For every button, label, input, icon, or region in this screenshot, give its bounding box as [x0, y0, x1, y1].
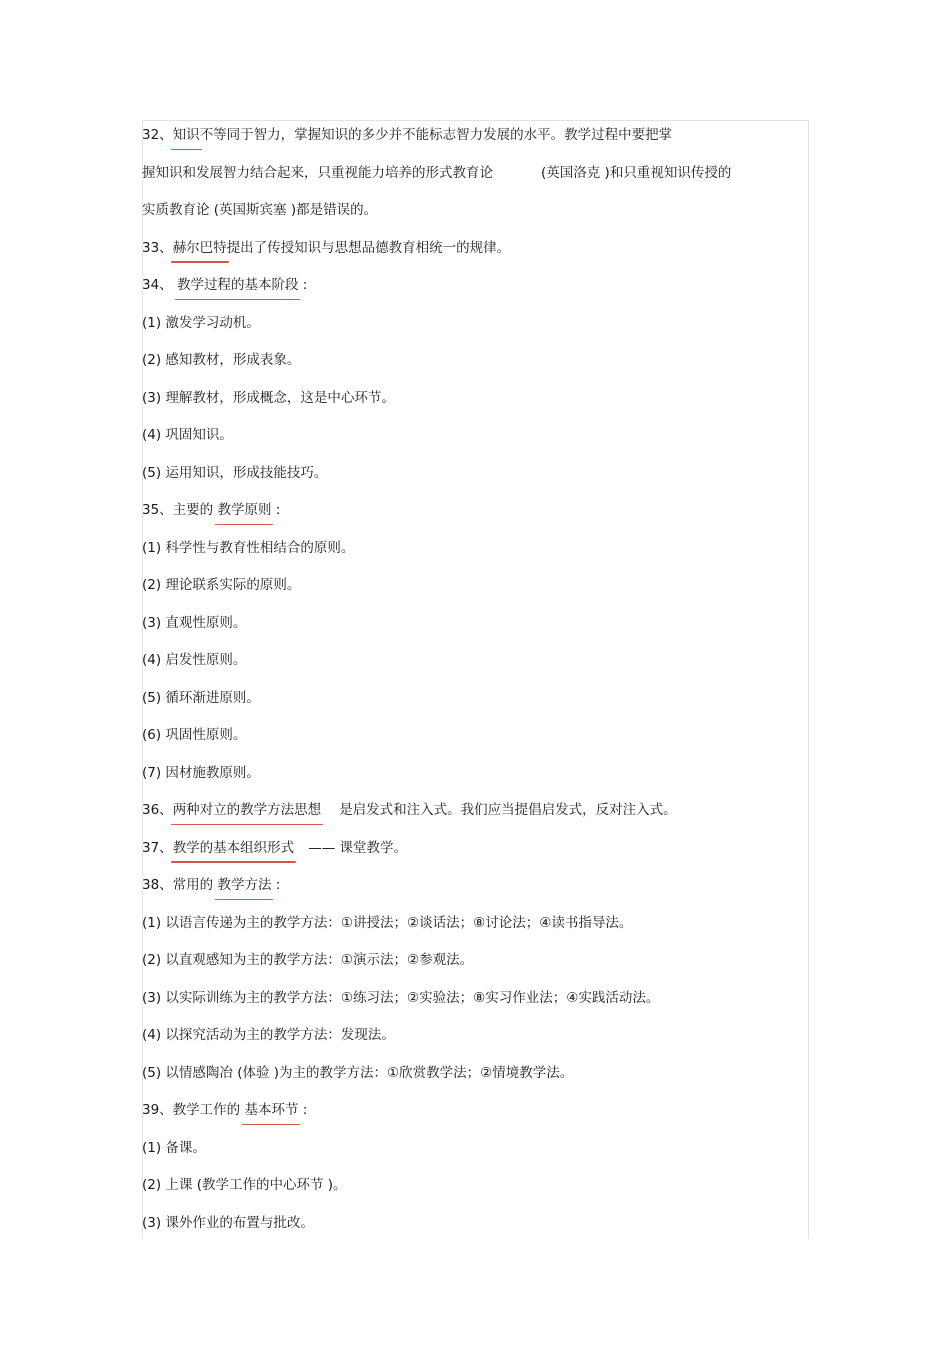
- text-line: [142, 612, 802, 650]
- item-number: 32、: [142, 127, 173, 143]
- text-line: [142, 987, 802, 1025]
- line-text: 实质教育论 (英国斯宾塞 )都是错误的。: [142, 202, 378, 218]
- text-line: [142, 1062, 802, 1100]
- line-text: (英国洛克 )和只重视知识传授的: [541, 164, 732, 181]
- text-line: [142, 949, 802, 987]
- line-text: (1) 科学性与教育性相结合的原则。: [142, 539, 355, 556]
- item-number: 37、: [142, 839, 173, 856]
- line-text: (2) 上课 (教学工作的中心环节 )。: [142, 1177, 347, 1193]
- text-line: [142, 724, 802, 762]
- line-text: (2) 理论联系实际的原则。: [142, 577, 301, 593]
- text-line: [142, 1137, 802, 1175]
- text-line: [142, 387, 802, 425]
- line-text: —— 课堂教学。: [308, 839, 407, 856]
- text-line: [142, 574, 802, 612]
- text-line: [142, 162, 802, 200]
- line-text: :: [298, 277, 308, 293]
- line-text: (3) 以实际训练为主的教学方法：①练习法；②实验法；⑧实习作业法；④实践活动法。: [142, 989, 660, 1006]
- key-term-knowledge: 知识: [173, 124, 200, 146]
- text-line: [142, 874, 802, 912]
- line-text: (5) 运用知识，形成技能技巧。: [142, 464, 328, 481]
- line-text: (1) 备课。: [142, 1139, 206, 1156]
- line-text: (3) 课外作业的布置与批改。: [142, 1214, 314, 1231]
- line-text: (4) 以探究活动为主的教学方法：发现法。: [142, 1027, 395, 1043]
- text-line: [142, 537, 802, 575]
- text-line: [142, 349, 802, 387]
- line-text: 不等同于智力，掌握知识的多少并不能标志智力发展的水平。教学过程中要把掌: [199, 127, 673, 143]
- key-term-teaching-methods: 教学方法: [217, 874, 271, 896]
- line-text: :: [271, 502, 281, 518]
- key-term-teaching-principles: 教学原则: [217, 499, 271, 521]
- text-line: [142, 687, 802, 725]
- text-line: [142, 462, 802, 500]
- text-line: [142, 124, 802, 162]
- line-text: (2) 感知教材，形成表象。: [142, 352, 301, 368]
- text-line: [142, 1099, 802, 1137]
- line-text: (7) 因材施教原则。: [142, 764, 260, 781]
- text-line: [142, 424, 802, 462]
- line-text: :: [271, 877, 281, 893]
- line-text: 握知识和发展智力结合起来，只重视能力培养的形式教育论: [142, 164, 493, 181]
- line-text: (3) 理解教材，形成概念，这是中心环节。: [142, 389, 395, 406]
- item-number: 38、常用的: [142, 877, 218, 893]
- line-text: (1) 以语言传递为主的教学方法：①讲授法；②谈话法；⑧讨论法；④读书指导法。: [142, 914, 633, 931]
- text-line: [142, 499, 802, 537]
- text-line: [142, 799, 802, 837]
- line-text: (2) 以直观感知为主的教学方法：①演示法；②参观法。: [142, 952, 474, 968]
- text-line: [142, 1174, 802, 1212]
- line-text: (1) 激发学习动机。: [142, 314, 260, 331]
- line-text: (5) 循环渐进原则。: [142, 689, 260, 706]
- text-line: [142, 274, 802, 312]
- line-text: :: [298, 1102, 308, 1118]
- key-term-basic-links: 基本环节: [244, 1099, 298, 1121]
- text-line: [142, 762, 802, 800]
- line-text: (6) 巩固性原则。: [142, 727, 247, 743]
- item-number: 39、教学工作的: [142, 1102, 245, 1118]
- line-text: 是启发式和注入式。我们应当提倡启发式，反对注入式。: [339, 802, 677, 818]
- key-term-teaching-stages: 教学过程的基本阶段: [177, 274, 299, 296]
- line-text: (3) 直观性原则。: [142, 614, 247, 631]
- line-text: (5) 以情感陶冶 (体验 )为主的教学方法：①欣赏教学法；②情境教学法。: [142, 1064, 574, 1081]
- item-number: 35、主要的: [142, 502, 218, 518]
- text-line: [142, 237, 802, 275]
- key-term-herbart: 赫尔巴特: [173, 237, 227, 259]
- item-number: 34、: [142, 277, 177, 293]
- text-line: [142, 312, 802, 350]
- text-line: [142, 649, 802, 687]
- document-body: [142, 124, 802, 1249]
- item-number: 33、: [142, 239, 173, 256]
- key-term-opposing-methods: 两种对立的教学方法思想: [173, 799, 322, 821]
- line-text: (4) 巩固知识。: [142, 427, 233, 443]
- text-line: [142, 1212, 802, 1250]
- text-line: [142, 912, 802, 950]
- line-text: (4) 启发性原则。: [142, 652, 247, 668]
- text-line: [142, 199, 802, 237]
- item-number: 36、: [142, 802, 173, 818]
- text-line: [142, 1024, 802, 1062]
- text-line: [142, 837, 802, 875]
- line-text: 提出了传授知识与思想品德教育相统一的规律。: [226, 239, 511, 256]
- key-term-organization-form: 教学的基本组织形式: [173, 837, 295, 859]
